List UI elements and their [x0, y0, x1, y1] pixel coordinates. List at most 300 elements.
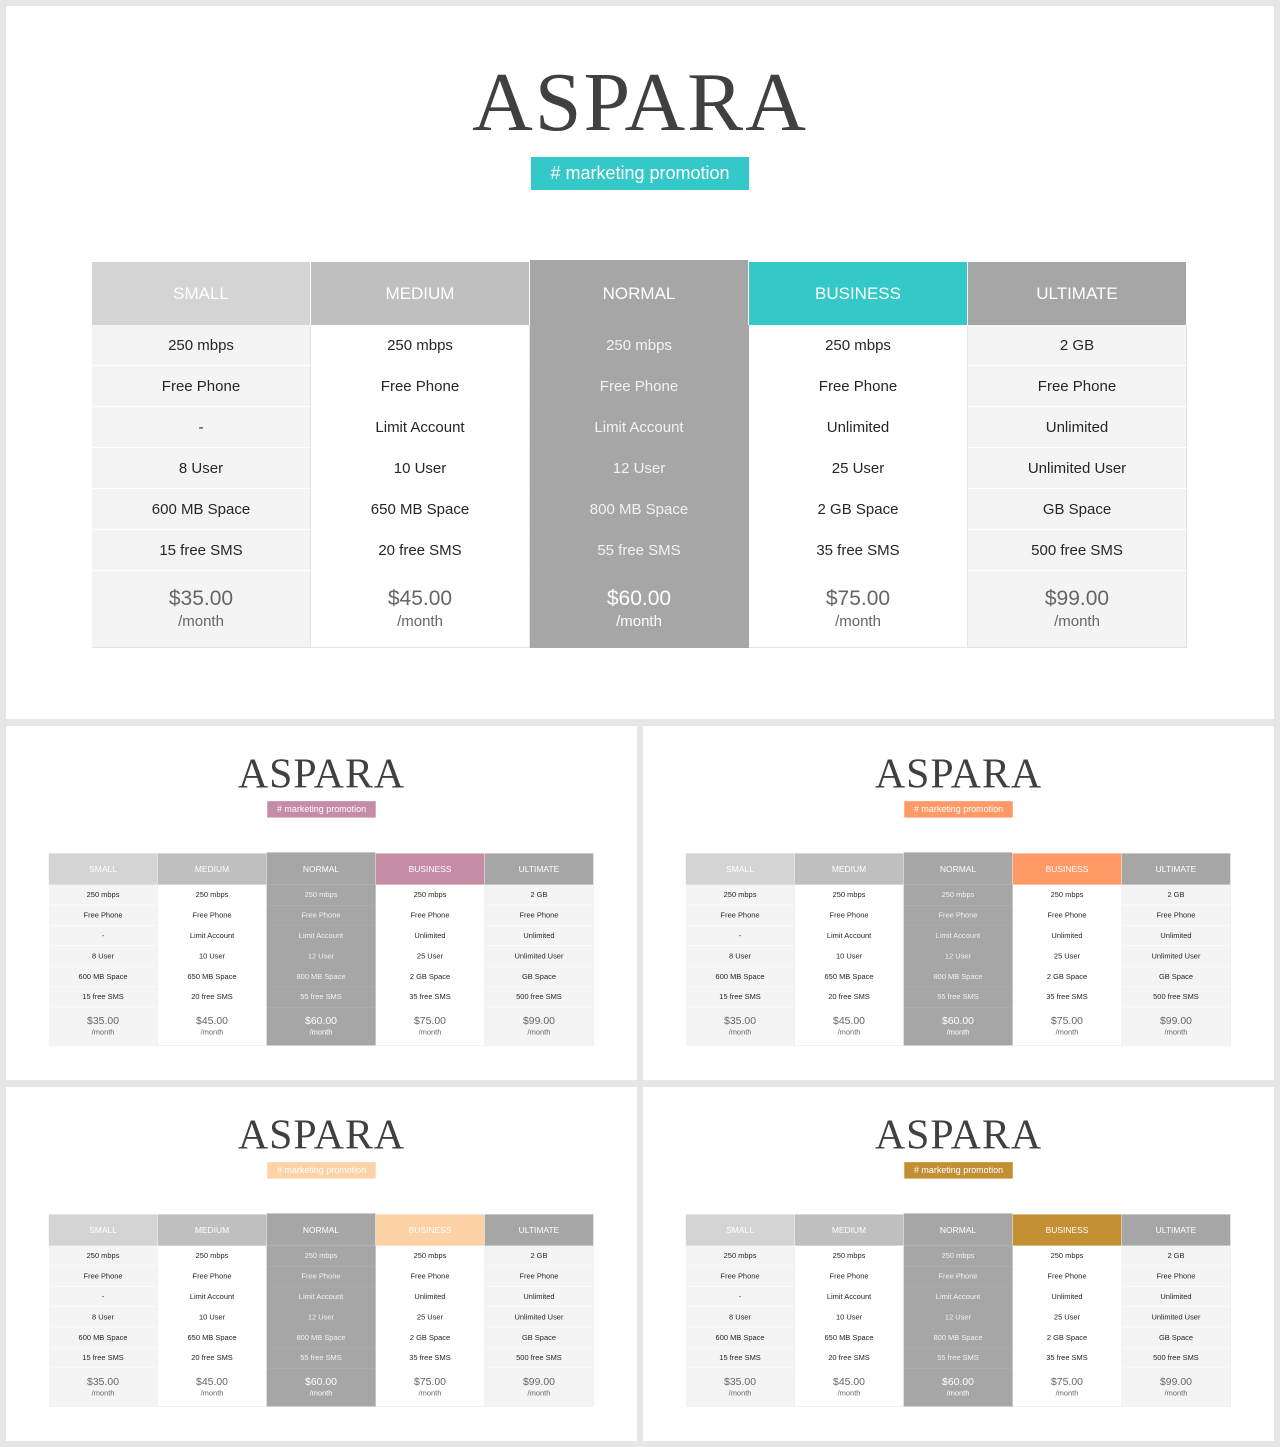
feature-cell: Limit Account [267, 1287, 376, 1307]
price-value: $35.00 [724, 1015, 757, 1027]
plan-header: BUSINESS [1013, 1214, 1122, 1245]
feature-cell: 15 free SMS [92, 530, 311, 571]
price-period: /month [309, 1028, 333, 1037]
slide-thumb-gold[interactable] [643, 1087, 1274, 1441]
feature-cell: 20 free SMS [158, 1348, 267, 1368]
plan-header: ULTIMATE [485, 1214, 594, 1245]
feature-cell: Unlimited [1013, 926, 1122, 946]
slide-content [643, 726, 1274, 1080]
price-value: $75.00 [825, 587, 891, 610]
feature-cell: 500 free SMS [968, 530, 1187, 571]
feature-cell: Free Phone [376, 905, 485, 925]
feature-cell: 2 GB [1122, 1246, 1231, 1266]
price-value: $35.00 [168, 587, 234, 610]
feature-cell: 12 User [267, 1307, 376, 1327]
brand-title: ASPARA [874, 1111, 1043, 1159]
tag-badge: # marketing promotion [267, 1162, 375, 1178]
feature-cell: Free Phone [49, 905, 158, 925]
price-cell [267, 1007, 376, 1045]
feature-cell: Free Phone [485, 905, 594, 925]
plan-column-business [749, 262, 968, 648]
feature-cell: 250 mbps [267, 1246, 376, 1266]
price-value: $35.00 [724, 1376, 757, 1388]
price-value: $35.00 [87, 1376, 120, 1388]
price-period: /month [728, 1389, 752, 1398]
feature-cell: 650 MB Space [311, 489, 530, 530]
feature-cell: 25 User [1013, 946, 1122, 966]
plan-header: MEDIUM [158, 1214, 267, 1245]
feature-cell: Unlimited [1122, 1287, 1231, 1307]
plan-column-business [376, 1214, 485, 1406]
price-value: $45.00 [196, 1376, 228, 1388]
feature-cell: 2 GB [1122, 885, 1231, 905]
price-cell [1013, 1007, 1122, 1045]
plan-header: NORMAL [904, 1213, 1013, 1245]
price-period: /month [1164, 1389, 1188, 1398]
feature-cell: Free Phone [267, 1266, 376, 1286]
price-period: /month [946, 1389, 970, 1398]
feature-cell: 250 mbps [795, 885, 904, 905]
feature-cell: 250 mbps [1013, 885, 1122, 905]
feature-cell: 600 MB Space [49, 966, 158, 986]
feature-cell: 250 mbps [311, 325, 530, 366]
tag-badge: # marketing promotion [531, 157, 749, 190]
feature-cell: 55 free SMS [530, 530, 749, 571]
feature-cell: Limit Account [530, 407, 749, 448]
price-value: $99.00 [1044, 587, 1110, 610]
feature-cell: Free Phone [92, 366, 311, 407]
feature-cell: - [686, 926, 795, 946]
price-value: $45.00 [387, 587, 453, 610]
plan-column-ultimate [1122, 1214, 1231, 1406]
pricing-table [49, 1214, 594, 1406]
price-value: $60.00 [942, 1015, 974, 1027]
feature-cell: Unlimited [485, 1287, 594, 1307]
plan-column-business [1013, 1214, 1122, 1406]
feature-cell: 500 free SMS [485, 987, 594, 1007]
slide-content [6, 1087, 637, 1441]
price-period: /month [835, 613, 881, 630]
plan-header: ULTIMATE [485, 853, 594, 884]
feature-cell: - [686, 1287, 795, 1307]
feature-cell: Free Phone [686, 1266, 795, 1286]
feature-cell: 650 MB Space [158, 1327, 267, 1347]
plan-header: SMALL [686, 853, 795, 884]
tag-badge: # marketing promotion [267, 801, 375, 817]
price-period: /month [728, 1028, 752, 1037]
pricing-table [686, 853, 1231, 1045]
price-period: /month [91, 1028, 115, 1037]
price-cell [530, 571, 749, 648]
feature-cell: 20 free SMS [795, 1348, 904, 1368]
price-cell [49, 1368, 158, 1406]
feature-cell: 500 free SMS [1122, 1348, 1231, 1368]
price-period: /month [1055, 1028, 1079, 1037]
plan-column-normal [904, 1214, 1013, 1406]
tag-badge: # marketing promotion [904, 1162, 1012, 1178]
price-value: $45.00 [833, 1015, 865, 1027]
price-cell [485, 1368, 594, 1406]
feature-cell: Unlimited User [1122, 946, 1231, 966]
price-cell [686, 1368, 795, 1406]
price-cell [795, 1007, 904, 1045]
feature-cell: 20 free SMS [795, 987, 904, 1007]
feature-cell: Unlimited [968, 407, 1187, 448]
price-period: /month [178, 613, 224, 630]
feature-cell: - [49, 1287, 158, 1307]
plan-column-small [92, 262, 311, 648]
feature-cell: GB Space [485, 966, 594, 986]
feature-cell: 15 free SMS [49, 1348, 158, 1368]
feature-cell: 12 User [904, 1307, 1013, 1327]
price-value: $45.00 [196, 1015, 228, 1027]
feature-cell: 8 User [49, 1307, 158, 1327]
feature-cell: 250 mbps [686, 885, 795, 905]
feature-cell: 55 free SMS [267, 987, 376, 1007]
plan-header: MEDIUM [311, 262, 530, 325]
price-period: /month [837, 1028, 861, 1037]
feature-cell: 8 User [686, 946, 795, 966]
feature-cell: Unlimited User [485, 1307, 594, 1327]
plan-column-normal [267, 1214, 376, 1406]
feature-cell: 250 mbps [267, 885, 376, 905]
feature-cell: 15 free SMS [686, 1348, 795, 1368]
feature-cell: 2 GB Space [376, 1327, 485, 1347]
feature-cell: Limit Account [158, 926, 267, 946]
plan-header: BUSINESS [749, 262, 968, 325]
price-value: $60.00 [305, 1376, 337, 1388]
feature-cell: 25 User [1013, 1307, 1122, 1327]
feature-cell: Free Phone [1122, 1266, 1231, 1286]
plan-column-medium [795, 853, 904, 1045]
feature-cell: 10 User [158, 1307, 267, 1327]
feature-cell: Free Phone [795, 1266, 904, 1286]
price-cell [968, 571, 1187, 648]
feature-cell: Unlimited User [968, 448, 1187, 489]
plan-column-small [686, 853, 795, 1045]
feature-cell: 2 GB Space [1013, 1327, 1122, 1347]
feature-cell: Unlimited [749, 407, 968, 448]
feature-cell: 250 mbps [92, 325, 311, 366]
feature-cell: Limit Account [904, 1287, 1013, 1307]
feature-cell: 10 User [158, 946, 267, 966]
feature-cell: GB Space [1122, 1327, 1231, 1347]
price-value: $99.00 [522, 1376, 555, 1388]
plan-header: NORMAL [530, 260, 749, 325]
feature-cell: 2 GB Space [749, 489, 968, 530]
plan-header: MEDIUM [795, 1214, 904, 1245]
price-period: /month [1164, 1028, 1188, 1037]
slide-content [643, 1087, 1274, 1441]
feature-cell: 35 free SMS [749, 530, 968, 571]
feature-cell: 800 MB Space [267, 966, 376, 986]
feature-cell: 10 User [311, 448, 530, 489]
plan-column-ultimate [968, 262, 1187, 648]
feature-cell: 800 MB Space [904, 1327, 1013, 1347]
price-period: /month [616, 613, 662, 630]
price-cell [158, 1007, 267, 1045]
feature-cell: Free Phone [1013, 1266, 1122, 1286]
feature-cell: 600 MB Space [686, 1327, 795, 1347]
price-period: /month [397, 613, 443, 630]
feature-cell: Free Phone [311, 366, 530, 407]
feature-cell: 600 MB Space [49, 1327, 158, 1347]
feature-cell: 250 mbps [749, 325, 968, 366]
feature-cell: 250 mbps [376, 885, 485, 905]
feature-cell: Limit Account [311, 407, 530, 448]
feature-cell: Unlimited [1122, 926, 1231, 946]
feature-cell: Unlimited User [485, 946, 594, 966]
plan-column-business [1013, 853, 1122, 1045]
feature-cell: 25 User [376, 1307, 485, 1327]
feature-cell: 800 MB Space [267, 1327, 376, 1347]
feature-cell: Free Phone [158, 905, 267, 925]
feature-cell: 10 User [795, 1307, 904, 1327]
feature-cell: 2 GB [485, 1246, 594, 1266]
feature-cell: Limit Account [158, 1287, 267, 1307]
feature-cell: 600 MB Space [686, 966, 795, 986]
price-cell [311, 571, 530, 648]
price-value: $60.00 [942, 1376, 974, 1388]
feature-cell: Free Phone [1013, 905, 1122, 925]
plan-header: NORMAL [904, 852, 1013, 884]
brand-title: ASPARA [237, 1111, 406, 1159]
plan-header: ULTIMATE [1122, 853, 1231, 884]
plan-column-normal [904, 853, 1013, 1045]
feature-cell: Free Phone [968, 366, 1187, 407]
feature-cell: GB Space [1122, 966, 1231, 986]
feature-cell: Free Phone [158, 1266, 267, 1286]
slide-thumb-peach[interactable] [6, 1087, 637, 1441]
feature-cell: Free Phone [749, 366, 968, 407]
feature-cell: 250 mbps [686, 1246, 795, 1266]
feature-cell: 500 free SMS [485, 1348, 594, 1368]
plan-header: SMALL [686, 1214, 795, 1245]
feature-cell: Free Phone [904, 1266, 1013, 1286]
feature-cell: Unlimited [376, 926, 485, 946]
feature-cell: 8 User [686, 1307, 795, 1327]
price-value: $35.00 [87, 1015, 120, 1027]
price-value: $60.00 [606, 587, 672, 610]
feature-cell: 800 MB Space [904, 966, 1013, 986]
plan-header: ULTIMATE [968, 262, 1187, 325]
price-cell [267, 1368, 376, 1406]
price-cell [92, 571, 311, 648]
feature-cell: 25 User [376, 946, 485, 966]
feature-cell: 12 User [530, 448, 749, 489]
plan-column-medium [795, 1214, 904, 1406]
plan-header: NORMAL [267, 852, 376, 884]
plan-column-business [376, 853, 485, 1045]
feature-cell: Limit Account [795, 1287, 904, 1307]
slide-content [6, 6, 1274, 719]
feature-cell: 250 mbps [49, 1246, 158, 1266]
price-period: /month [418, 1389, 442, 1398]
feature-cell: Limit Account [267, 926, 376, 946]
plan-column-ultimate [485, 853, 594, 1045]
feature-cell: Unlimited User [1122, 1307, 1231, 1327]
feature-cell: 250 mbps [795, 1246, 904, 1266]
price-value: $99.00 [522, 1015, 555, 1027]
feature-cell: 55 free SMS [904, 1348, 1013, 1368]
feature-cell: 650 MB Space [158, 966, 267, 986]
feature-cell: 8 User [49, 946, 158, 966]
price-period: /month [418, 1028, 442, 1037]
feature-cell: 250 mbps [904, 1246, 1013, 1266]
price-value: $99.00 [1159, 1376, 1192, 1388]
feature-cell: 20 free SMS [158, 987, 267, 1007]
tag-badge: # marketing promotion [904, 801, 1012, 817]
brand-title: ASPARA [237, 750, 406, 798]
plan-header: ULTIMATE [1122, 1214, 1231, 1245]
feature-cell: 20 free SMS [311, 530, 530, 571]
price-cell [686, 1007, 795, 1045]
feature-cell: 35 free SMS [1013, 1348, 1122, 1368]
feature-cell: 2 GB [485, 885, 594, 905]
feature-cell: 55 free SMS [267, 1348, 376, 1368]
plan-header: SMALL [49, 853, 158, 884]
price-period: /month [527, 1389, 551, 1398]
plan-column-small [49, 1214, 158, 1406]
feature-cell: 35 free SMS [376, 1348, 485, 1368]
feature-cell: 650 MB Space [795, 1327, 904, 1347]
price-value: $75.00 [413, 1376, 446, 1388]
feature-cell: 2 GB Space [376, 966, 485, 986]
slide-main[interactable] [6, 6, 1274, 719]
feature-cell: 15 free SMS [49, 987, 158, 1007]
feature-cell: Free Phone [49, 1266, 158, 1286]
feature-cell: - [49, 926, 158, 946]
feature-cell: Limit Account [795, 926, 904, 946]
feature-cell: 250 mbps [904, 885, 1013, 905]
feature-cell: 2 GB [968, 325, 1187, 366]
feature-cell: 55 free SMS [904, 987, 1013, 1007]
price-cell [485, 1007, 594, 1045]
plan-column-medium [311, 262, 530, 648]
feature-cell: 2 GB Space [1013, 966, 1122, 986]
feature-cell: 500 free SMS [1122, 987, 1231, 1007]
feature-cell: - [92, 407, 311, 448]
pricing-table [49, 853, 594, 1045]
price-cell [49, 1007, 158, 1045]
feature-cell: 600 MB Space [92, 489, 311, 530]
feature-cell: 800 MB Space [530, 489, 749, 530]
feature-cell: 650 MB Space [795, 966, 904, 986]
feature-cell: 250 mbps [49, 885, 158, 905]
feature-cell: Free Phone [904, 905, 1013, 925]
plan-column-normal [267, 853, 376, 1045]
plan-header: NORMAL [267, 1213, 376, 1245]
price-value: $75.00 [1050, 1376, 1083, 1388]
feature-cell: Free Phone [485, 1266, 594, 1286]
price-value: $75.00 [1050, 1015, 1083, 1027]
plan-header: SMALL [92, 262, 311, 325]
brand-title: ASPARA [874, 750, 1043, 798]
feature-cell: 12 User [904, 946, 1013, 966]
plan-column-small [686, 1214, 795, 1406]
price-cell [904, 1007, 1013, 1045]
price-cell [1122, 1368, 1231, 1406]
slide-thumb-orange[interactable] [643, 726, 1274, 1080]
feature-cell: 250 mbps [376, 1246, 485, 1266]
price-period: /month [309, 1389, 333, 1398]
feature-cell: Free Phone [795, 905, 904, 925]
plan-header: BUSINESS [376, 1214, 485, 1245]
plan-column-ultimate [1122, 853, 1231, 1045]
feature-cell: 8 User [92, 448, 311, 489]
price-period: /month [200, 1028, 224, 1037]
feature-cell: Free Phone [267, 905, 376, 925]
feature-cell: GB Space [485, 1327, 594, 1347]
feature-cell: 250 mbps [158, 1246, 267, 1266]
feature-cell: Free Phone [376, 1266, 485, 1286]
feature-cell: 10 User [795, 946, 904, 966]
price-cell [1013, 1368, 1122, 1406]
plan-column-small [49, 853, 158, 1045]
pricing-table [92, 262, 1187, 648]
price-cell [376, 1368, 485, 1406]
feature-cell: 250 mbps [1013, 1246, 1122, 1266]
feature-cell: Unlimited [485, 926, 594, 946]
plan-header: BUSINESS [1013, 853, 1122, 884]
feature-cell: Limit Account [904, 926, 1013, 946]
plan-header: MEDIUM [795, 853, 904, 884]
feature-cell: 25 User [749, 448, 968, 489]
price-period: /month [1055, 1389, 1079, 1398]
price-cell [904, 1368, 1013, 1406]
price-period: /month [946, 1028, 970, 1037]
plan-column-ultimate [485, 1214, 594, 1406]
plan-column-normal [530, 262, 749, 648]
plan-header: MEDIUM [158, 853, 267, 884]
price-period: /month [1054, 613, 1100, 630]
feature-cell: Free Phone [530, 366, 749, 407]
price-period: /month [200, 1389, 224, 1398]
slide-thumb-mauve[interactable] [6, 726, 637, 1080]
price-period: /month [91, 1389, 115, 1398]
pricing-table [686, 1214, 1231, 1406]
feature-cell: Free Phone [686, 905, 795, 925]
price-period: /month [527, 1028, 551, 1037]
feature-cell: 35 free SMS [1013, 987, 1122, 1007]
price-value: $75.00 [413, 1015, 446, 1027]
brand-title: ASPARA [472, 56, 808, 149]
plan-header: SMALL [49, 1214, 158, 1245]
feature-cell: Free Phone [1122, 905, 1231, 925]
feature-cell: 250 mbps [158, 885, 267, 905]
slide-content [6, 726, 637, 1080]
price-cell [749, 571, 968, 648]
plan-column-medium [158, 1214, 267, 1406]
price-period: /month [837, 1389, 861, 1398]
feature-cell: 12 User [267, 946, 376, 966]
price-cell [1122, 1007, 1231, 1045]
feature-cell: Unlimited [1013, 1287, 1122, 1307]
feature-cell: Unlimited [376, 1287, 485, 1307]
plan-column-medium [158, 853, 267, 1045]
price-cell [795, 1368, 904, 1406]
price-cell [158, 1368, 267, 1406]
feature-cell: 35 free SMS [376, 987, 485, 1007]
price-cell [376, 1007, 485, 1045]
feature-cell: GB Space [968, 489, 1187, 530]
price-value: $99.00 [1159, 1015, 1192, 1027]
feature-cell: 15 free SMS [686, 987, 795, 1007]
price-value: $60.00 [305, 1015, 337, 1027]
feature-cell: 250 mbps [530, 325, 749, 366]
plan-header: BUSINESS [376, 853, 485, 884]
price-value: $45.00 [833, 1376, 865, 1388]
